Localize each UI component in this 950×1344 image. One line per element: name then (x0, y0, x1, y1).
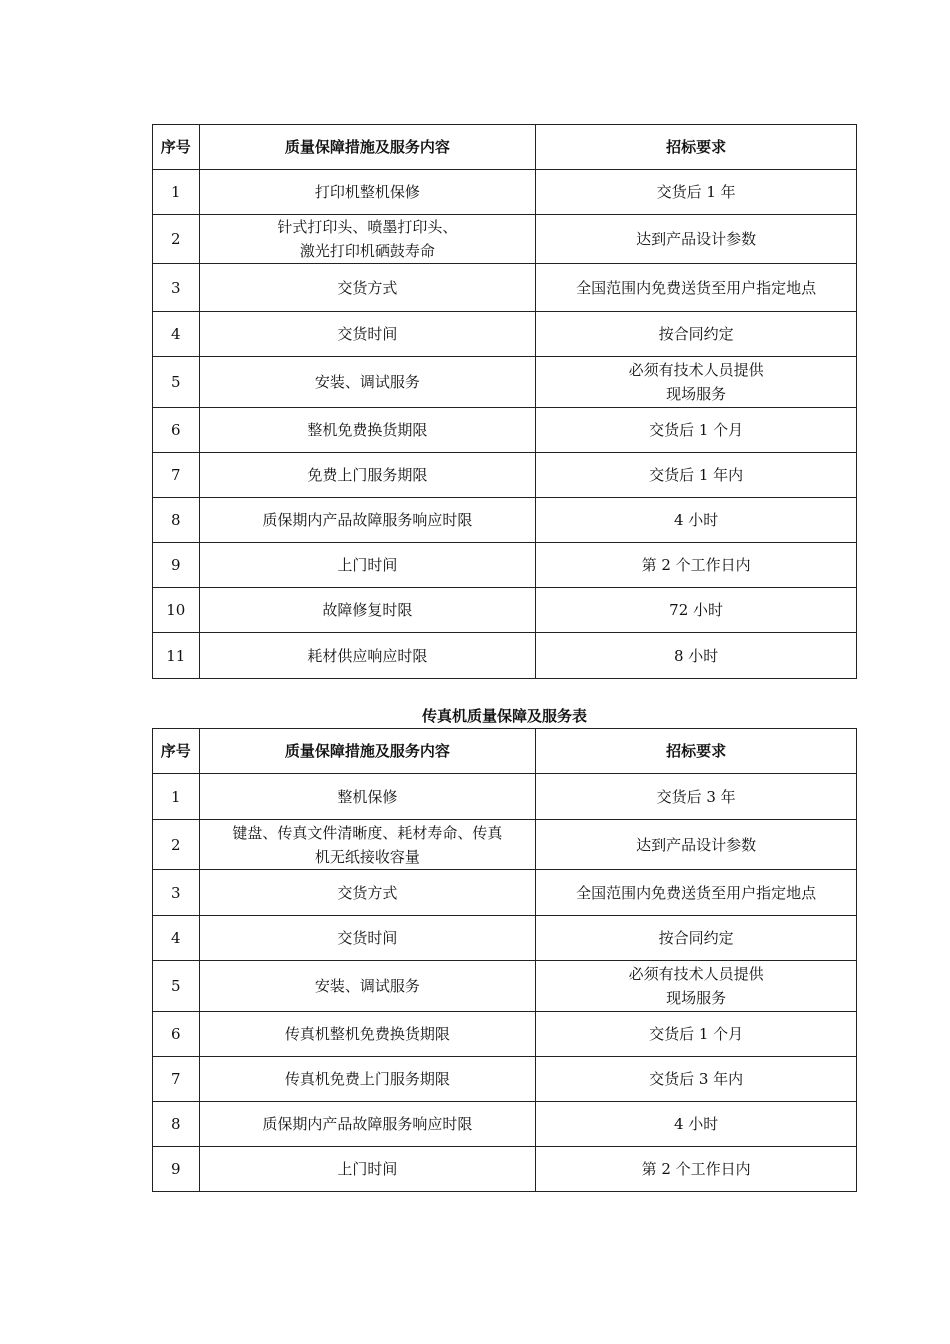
cell-no: 11 (153, 633, 200, 679)
cell-line: 达到产品设计参数 (636, 835, 757, 854)
table-header-row (153, 125, 857, 170)
cell-no: 3 (153, 870, 200, 916)
cell-line: 交货后 1 年内 (649, 466, 744, 484)
table-body (153, 774, 857, 1192)
cell-line: 必须有技术人员提供 (628, 965, 764, 983)
cell-requirement (536, 312, 857, 357)
cell-line: 传真机整机免费换货期限 (284, 1025, 450, 1043)
fax-service-table (152, 728, 857, 1192)
cell-line: 整机保修 (337, 787, 398, 806)
cell-requirement (536, 1012, 857, 1057)
cell-requirement (536, 408, 857, 453)
cell-no: 8 (153, 498, 200, 543)
cell-item (199, 170, 536, 215)
cell-requirement (536, 774, 857, 820)
cell-line: 4 小时 (673, 511, 719, 529)
table-row (153, 588, 857, 633)
cell-line: 打印机整机保修 (314, 183, 420, 201)
table-row (153, 1057, 857, 1102)
table-row (153, 916, 857, 961)
cell-line: 现场服务 (666, 989, 727, 1007)
cell-line: 耗材供应响应时限 (307, 646, 428, 665)
table-row (153, 870, 857, 916)
cell-requirement (536, 1147, 857, 1192)
cell-item (199, 916, 536, 961)
cell-item (199, 1012, 536, 1057)
cell-item (199, 215, 536, 264)
cell-line: 质保期内产品故障服务响应时限 (262, 1115, 473, 1133)
cell-line: 交货方式 (337, 278, 398, 297)
table-body (153, 170, 857, 679)
cell-line: 上门时间 (337, 1160, 398, 1178)
cell-no: 8 (153, 1102, 200, 1147)
header-item: 质量保障措施及服务内容 (199, 125, 536, 170)
cell-requirement (536, 961, 857, 1012)
cell-item (199, 870, 536, 916)
cell-requirement (536, 170, 857, 215)
header-requirement: 招标要求 (536, 729, 857, 774)
table-row (153, 1147, 857, 1192)
table-row (153, 543, 857, 588)
cell-item (199, 633, 536, 679)
cell-requirement (536, 633, 857, 679)
table-row (153, 961, 857, 1012)
cell-line: 交货时间 (337, 325, 398, 343)
cell-line: 现场服务 (666, 385, 727, 403)
cell-line: 机无纸接收容量 (314, 847, 420, 866)
cell-item (199, 408, 536, 453)
cell-line: 交货后 3 年内 (649, 1070, 744, 1088)
cell-no: 9 (153, 543, 200, 588)
table-row (153, 633, 857, 679)
cell-requirement (536, 264, 857, 312)
cell-requirement (536, 588, 857, 633)
cell-requirement (536, 1102, 857, 1147)
cell-line: 72 小时 (669, 601, 724, 619)
cell-line: 键盘、传真文件清晰度、耗材寿命、传真 (232, 823, 503, 842)
cell-no: 1 (153, 170, 200, 215)
cell-no: 10 (153, 588, 200, 633)
cell-requirement (536, 1057, 857, 1102)
cell-requirement (536, 820, 857, 870)
cell-line: 第 2 个工作日内 (641, 1160, 751, 1178)
table-row (153, 264, 857, 312)
cell-item (199, 312, 536, 357)
cell-no: 5 (153, 961, 200, 1012)
cell-line: 全国范围内免费送货至用户指定地点 (576, 883, 817, 902)
table-row (153, 498, 857, 543)
cell-item (199, 543, 536, 588)
cell-line: 全国范围内免费送货至用户指定地点 (576, 278, 817, 297)
cell-line: 交货后 1 个月 (649, 1025, 744, 1043)
table-row (153, 1102, 857, 1147)
cell-no: 5 (153, 357, 200, 408)
cell-line: 交货后 1 年 (656, 183, 736, 201)
cell-line: 针式打印头、喷墨打印头、 (277, 218, 458, 236)
cell-line: 上门时间 (337, 556, 398, 574)
cell-no: 3 (153, 264, 200, 312)
cell-line: 达到产品设计参数 (636, 230, 757, 248)
table-row (153, 312, 857, 357)
header-no: 序号 (153, 125, 200, 170)
printer-service-table (152, 124, 857, 679)
cell-item (199, 820, 536, 870)
cell-no: 9 (153, 1147, 200, 1192)
cell-line: 第 2 个工作日内 (641, 556, 751, 574)
header-no: 序号 (153, 729, 200, 774)
cell-line: 交货时间 (337, 929, 398, 947)
cell-no: 4 (153, 312, 200, 357)
header-requirement: 招标要求 (536, 125, 857, 170)
header-item: 质量保障措施及服务内容 (199, 729, 536, 774)
table-header-row (153, 729, 857, 774)
cell-line: 必须有技术人员提供 (628, 361, 764, 379)
table-row (153, 1012, 857, 1057)
cell-no: 7 (153, 453, 200, 498)
cell-requirement (536, 498, 857, 543)
cell-line: 8 小时 (673, 646, 719, 665)
table-row (153, 453, 857, 498)
table-row (153, 820, 857, 870)
cell-requirement (536, 357, 857, 408)
table-row (153, 408, 857, 453)
cell-line: 故障修复时限 (322, 601, 413, 619)
fax-table-caption: 传真机质量保障及服务表 (421, 707, 587, 725)
cell-item (199, 1057, 536, 1102)
cell-line: 安装、调试服务 (314, 373, 420, 391)
cell-line: 4 小时 (673, 1115, 719, 1133)
cell-item (199, 453, 536, 498)
cell-line: 按合同约定 (658, 325, 734, 343)
cell-item (199, 1102, 536, 1147)
cell-item (199, 1147, 536, 1192)
cell-line: 激光打印机硒鼓寿命 (299, 242, 435, 260)
cell-line: 安装、调试服务 (314, 977, 420, 995)
cell-line: 质保期内产品故障服务响应时限 (262, 511, 473, 529)
cell-no: 2 (153, 820, 200, 870)
cell-requirement (536, 543, 857, 588)
cell-item (199, 357, 536, 408)
cell-item (199, 961, 536, 1012)
cell-requirement (536, 215, 857, 264)
cell-no: 7 (153, 1057, 200, 1102)
cell-no: 4 (153, 916, 200, 961)
cell-line: 整机免费换货期限 (307, 421, 428, 439)
cell-no: 6 (153, 408, 200, 453)
cell-line: 交货后 3 年 (656, 787, 736, 806)
cell-line: 交货方式 (337, 883, 398, 902)
table-row (153, 774, 857, 820)
table-row (153, 357, 857, 408)
cell-requirement (536, 916, 857, 961)
table-row (153, 215, 857, 264)
cell-no: 6 (153, 1012, 200, 1057)
cell-item (199, 498, 536, 543)
cell-item (199, 588, 536, 633)
cell-line: 按合同约定 (658, 929, 734, 947)
cell-line: 传真机免费上门服务期限 (284, 1070, 450, 1088)
cell-line: 免费上门服务期限 (307, 466, 428, 484)
cell-no: 2 (153, 215, 200, 264)
cell-item (199, 774, 536, 820)
cell-line: 交货后 1 个月 (649, 421, 744, 439)
cell-item (199, 264, 536, 312)
cell-no: 1 (153, 774, 200, 820)
cell-requirement (536, 453, 857, 498)
table-row (153, 170, 857, 215)
cell-requirement (536, 870, 857, 916)
